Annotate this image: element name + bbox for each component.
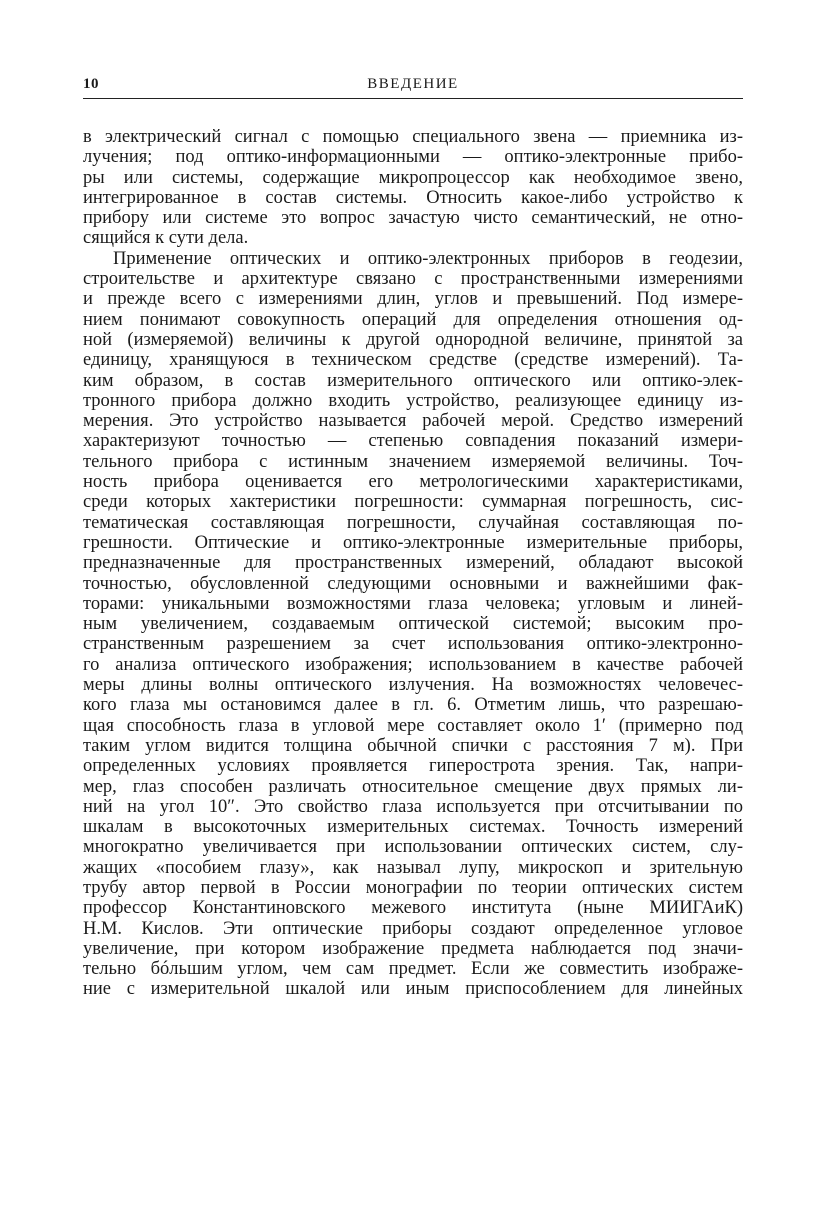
text-line: грешности. Оптические и оптико-электронные измерительные приборы, xyxy=(83,532,743,553)
running-header xyxy=(83,76,743,99)
text-line: мерения. Это устройство называется рабочей мерой. Средство измерений xyxy=(83,411,743,432)
text-line: меры длины волны оптического излучения. На возможностях человечес- xyxy=(83,675,743,696)
text-line: тематическая составляющая погрешности, случайная составляющая по- xyxy=(83,512,743,533)
text-line: интегрированное в состав системы. Относить какое-либо устройство к xyxy=(83,187,743,208)
text-line: сящийся к сути дела. xyxy=(83,228,249,249)
text-line: профессор Константиновского межевого института (ныне МИИГАиК) xyxy=(83,898,743,919)
text-line: кого глаза мы остановимся далее в гл. 6. Отметим лишь, что разрешаю- xyxy=(83,695,743,716)
text-line: ким образом, в состав измерительного оптического или оптико-элек- xyxy=(83,370,743,391)
text-line: точностью, обусловленной следующими основными и важнейшими фак- xyxy=(83,573,743,594)
text-line: тронного прибора должно входить устройство, реализующее единицу из- xyxy=(83,390,743,411)
text-line: лучения; под оптико-информационными — оптико-электронные прибо- xyxy=(83,147,743,168)
running-title: ВВЕДЕНИЕ xyxy=(367,76,459,92)
text-line: тельно бóльшим углом, чем сам предмет. Если же совместить изображе- xyxy=(83,959,743,980)
text-line: странственным разрешением за счет использования оптико-электронно- xyxy=(83,634,743,655)
text-line: таким углом видится толщина обычной спички с расстояния 7 м). При xyxy=(83,735,743,756)
text-line: шкалам в высокоточных измерительных системах. Точность измерений xyxy=(83,817,743,838)
text-line: Применение оптических и оптико-электронных приборов в геодезии, xyxy=(113,248,743,269)
text-line: многократно увеличивается при использовании оптических систем, слу- xyxy=(83,837,743,858)
text-line: Н.М. Кислов. Эти оптические приборы создают определенное угловое xyxy=(83,918,743,939)
text-line: тельного прибора с истинным значением измеряемой величины. Точ- xyxy=(83,451,743,472)
text-line: определенных условиях проявляется гиперострота зрения. Так, напри- xyxy=(83,756,743,777)
text-line: в электрический сигнал с помощью специального звена — приемника из- xyxy=(83,127,743,147)
text-line: трубу автор первой в России монографии по теории оптических систем xyxy=(83,877,743,898)
text-line: жащих «пособием глазу», как называл лупу, микроскоп и зрительную xyxy=(83,857,743,878)
text-line: прибору или системе это вопрос зачастую чисто семантический, не отно- xyxy=(83,208,743,229)
text-line: среди которых хактеристики погрешности: суммарная погрешность, сис- xyxy=(83,492,743,513)
text-line: увеличение, при котором изображение предмета наблюдается под значи- xyxy=(83,938,743,959)
text-line: го анализа оптического изображения; использованием в качестве рабочей xyxy=(83,654,743,675)
text-line: единицу, хранящуюся в техническом средстве (средстве измерений). Та- xyxy=(83,350,743,371)
text-line: ние с измерительной шкалой или иным приспособлением для линейных xyxy=(83,979,743,1000)
text-line: щая способность глаза в угловой мере составляет около 1′ (примерно под xyxy=(83,715,743,736)
text-line: торами: уникальными возможностями глаза человека; угловым и линей- xyxy=(83,593,743,614)
text-line: ным увеличением, создаваемым оптической системой; высоким про- xyxy=(83,614,743,635)
text-line: предназначенные для пространственных измерений, обладают высокой xyxy=(83,553,743,574)
text-line: и прежде всего с измерениями длин, углов и превышений. Под измере- xyxy=(83,289,743,310)
text-line: ры или системы, содержащие микропроцессор как необходимое звено, xyxy=(83,167,743,188)
text-line: нием понимают совокупность операций для определения отношения од- xyxy=(83,309,743,330)
text-line: ность прибора оценивается его метрологическими характеристиками, xyxy=(83,472,743,493)
paragraph xyxy=(83,249,743,1000)
text-line: строительстве и архитектуре связано с пространственными измерениями xyxy=(83,269,743,290)
text-line: ний на угол 10″. Это свойство глаза используется при отсчитывании по xyxy=(83,796,743,817)
text-line: характеризуют точностью — степенью совпадения показаний измери- xyxy=(83,431,743,452)
text-line: ной (измеряемой) величины к другой однородной величине, принятой за xyxy=(83,329,743,350)
page-number: 10 xyxy=(83,76,99,92)
body-text xyxy=(83,127,743,1000)
paragraph xyxy=(83,127,743,249)
text-line: мер, глаз способен различать относительное смещение двух прямых ли- xyxy=(83,776,743,797)
